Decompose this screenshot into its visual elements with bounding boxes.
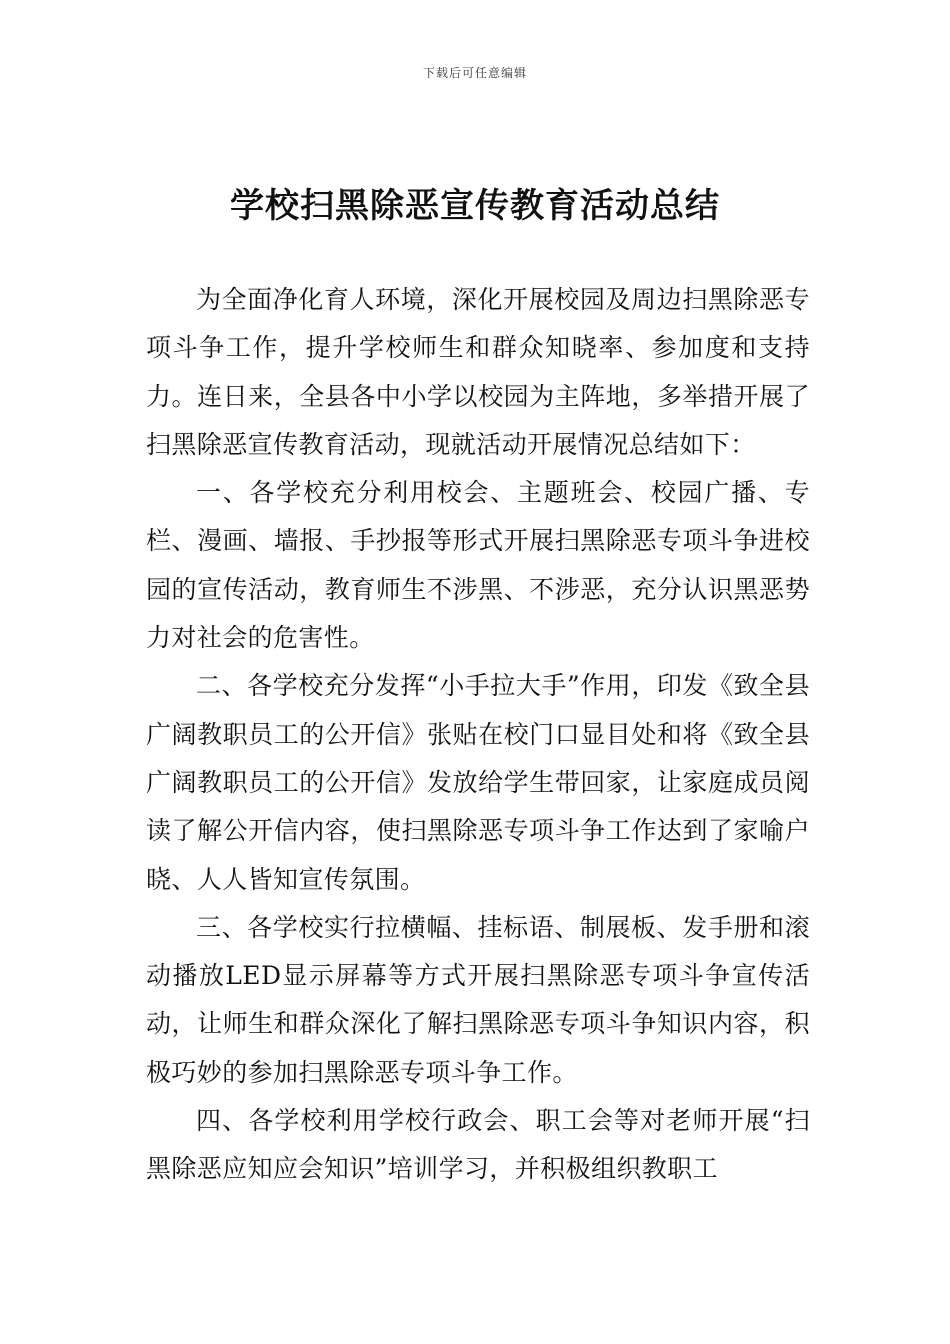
document-body (146, 276, 810, 1194)
header-note: 下载后可任意编辑 (422, 66, 527, 80)
paragraph-item-2: 二、各学校充分发挥“小手拉大手”作用，印发《致全县广阔教职员工的公开信》张贴在校门口显目处和将《致全县广阔教职员工的公开信》发放给学生带回家，让家庭成员阅读了解公开信内容，使扫黑除恶专项斗争工作达到了家喻户晓、人人皆知宣传氛围。 (146, 671, 810, 894)
paragraph-intro: 为全面净化育人环境，深化开展校园及周边扫黑除恶专项斗争工作，提升学校师生和群众知晓率、参加度和支持力。连日来，全县各中小学以校园为主阵地，多举措开展了扫黑除恶宣传教育活动，现就活动开展情况总结如下： (146, 285, 810, 459)
paragraph-item-4: 四、各学校利用学校行政会、职工会等对老师开展“扫黑除恶应知应会知识”培训学习，并积极组织教职工 (146, 1106, 810, 1184)
document-title: 学校扫黑除恶宣传教育活动总结 (230, 186, 720, 226)
paragraph-item-3: 三、各学校实行拉横幅、挂标语、制展板、发手册和滚动播放LED显示屏幕等方式开展扫黑除恶专项斗争宣传活动，让师生和群众深化了解扫黑除恶专项斗争知识内容，积极巧妙的参加扫黑除恶专项斗争工作。 (146, 912, 810, 1087)
paragraph-item-1: 一、各学校充分利用校会、主题班会、校园广播、专栏、漫画、墙报、手抄报等形式开展扫黑除恶专项斗争进校园的宣传活动，教育师生不涉黑、不涉恶，充分认识黑恶势力对社会的危害性。 (146, 478, 810, 653)
